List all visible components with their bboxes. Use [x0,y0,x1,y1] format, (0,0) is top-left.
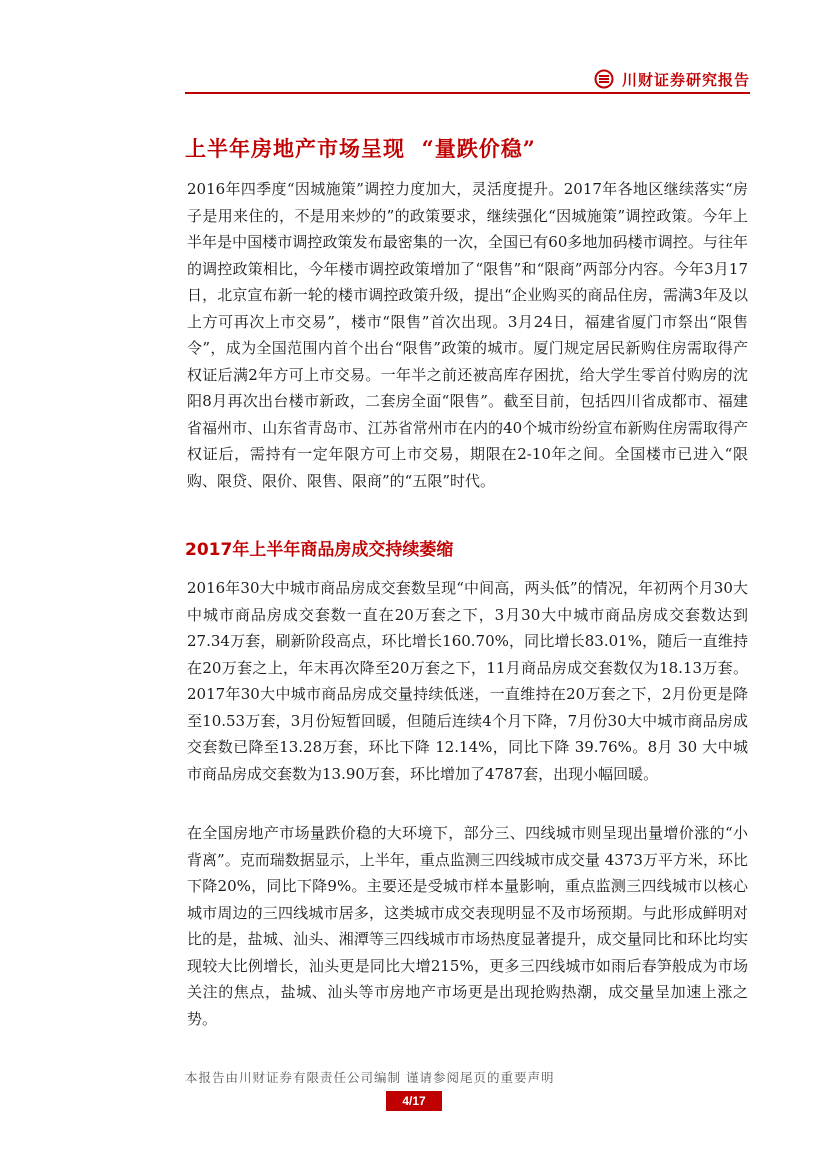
paragraph: 2016年四季度“因城施策”调控力度加大，灵活度提升。2017年各地区继续落实“房子是用来住的，不是用来炒的”的政策要求，继续强化“因城施策”调控政策。今年上半年是中国楼市调控政策发布最密集的一次，全国已有60多地加码楼市调控。与往年的调控政策相比，今年楼市调控政策增加了“限售”和“限商”两部分内容。今年3月17日，北京宣布新一轮的楼市调控政策升级，提出“企业购买的商品住房，需满3年及以上方可再次上市交易”，楼市“限售”首次出现。3月24日，福建省厦门市祭出“限售令”，成为全国范围内首个出台“限售”政策的城市。厦门规定居民新购住房需取得产权证后满2年方可上市交易。一年半之前还被高库存困扰，给大学生零首付购房的沈阳8月再次出台楼市新政，二套房全面“限售”。截至目前，包括四川省成都市、福建省福州市、山东省青岛市、江苏省常州市在内的40个城市纷纷宣布新购住房需取得产权证后，需持有一定年限方可上市交易，期限在2-10年之间。全国楼市已进入“限购、限贷、限价、限售、限商”的“五限”时代。 [187,180,748,490]
brand-name: 川财证券研究报告 [621,70,750,89]
chuancai-logo-icon [594,69,614,89]
header-rule [185,92,750,94]
paragraph: 2016年30大中城市商品房成交套数呈现“中间高，两头低”的情况，年初两个月30大中城市商品房成交套数一直在20万套之下，3月30大中城市商品房成交套数达到27.34万套，刷新阶段高点，环比增长160.70%，同比增长83.01%，随后一直维持在20万套之上，年末再次降至20万套之下，11月商品房成交套数仅为18.13万套。2017年30大中城市商品房成交量持续低迷，一直维持在20万套之下，2月份更是降至10.53万套，3月份短暂回暖，但随后连续4个月下降，7月份30大中城市商品房成交套数已降至13.28万套，环比下降 12.14%，同比下降 39.76%。8月 30 大中城市商品房成交套数为13.90万套，环比增加了4787套，出现小幅回暖。 [187,579,748,783]
page-header [185,64,750,94]
footer-disclaimer: 本报告由川财证券有限责任公司编制 谨请参阅尾页的重要声明 [185,1070,555,1085]
paragraph: 在全国房地产市场量跌价稳的大环境下，部分三、四线城市则呈现出量增价涨的“小背离”。克而瑞数据显示，上半年，重点监测三四线城市成交量 4373万平方米，环比下降20%，同比下降9%。主要还是受城市样本量影响，重点监测三四线城市以核心城市周边的三四线城市居多，这类城市成交表现明显不及市场预期。与此形成鲜明对比的是，盐城、汕头、湘潭等三四线城市市场热度显著提升，成交量同比和环比均实现较大比例增长，汕头更是同比大增215%，更多三四线城市如雨后春笋般成为市场关注的焦点，盐城、汕头等市房地产市场更是出现抢购热潮，成交量呈加速上涨之势。 [187,824,748,1028]
header-brand [594,66,750,92]
section-title: 上半年房地产市场呈现 “量跌价稳” [185,136,536,161]
page-number: 4/17 [386,1091,442,1111]
section-title: 2017年上半年商品房成交持续萎缩 [185,540,454,560]
